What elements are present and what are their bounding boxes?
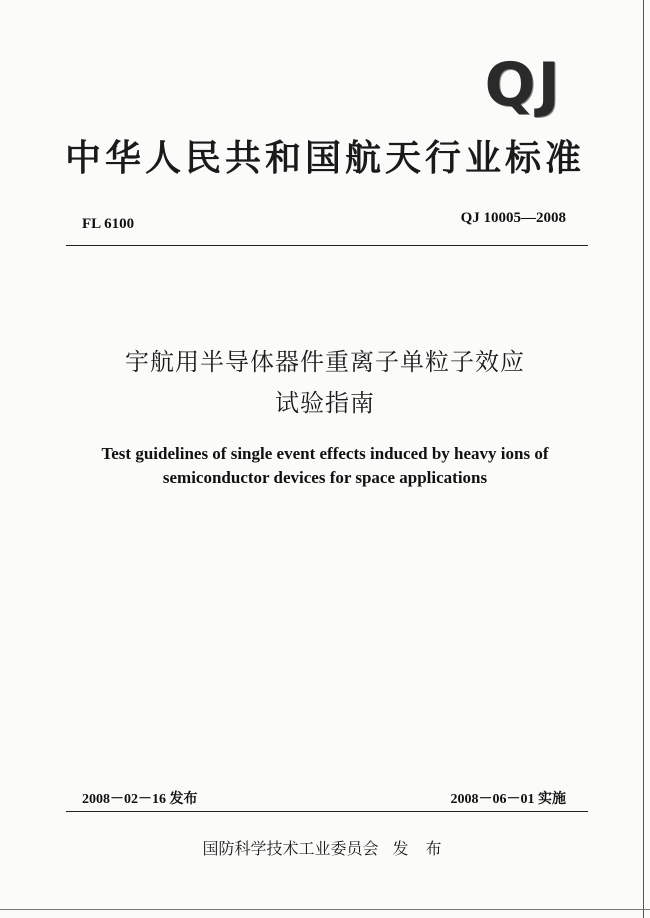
publisher-line [0, 836, 650, 859]
chinese-title-line-1: 宇航用半导体器件重离子单粒子效应 [125, 348, 525, 376]
implementation-date: 2008－06－01 实施 [450, 792, 566, 807]
divider [66, 811, 588, 812]
publish-verb: 发 布 [392, 839, 448, 858]
qj-logo: QJ [484, 50, 562, 120]
chinese-title-line-2: 试验指南 [275, 389, 375, 417]
divider [66, 245, 588, 246]
scan-edge [0, 909, 650, 910]
publisher-name: 国防科学技术工业委员会 [202, 839, 379, 858]
english-title-line-2: semiconductor devices for space applications [162, 468, 488, 487]
issue-date: 2008－02－16 发布 [82, 792, 198, 807]
classification-code: FL 6100 [82, 216, 135, 232]
english-title-line-1: Test guidelines of single event effects induced by heavy ions of [101, 444, 549, 463]
standard-number: QJ 10005—2008 [460, 210, 566, 226]
standard-category-title: 中华人民共和国航天行业标准 [64, 138, 585, 179]
